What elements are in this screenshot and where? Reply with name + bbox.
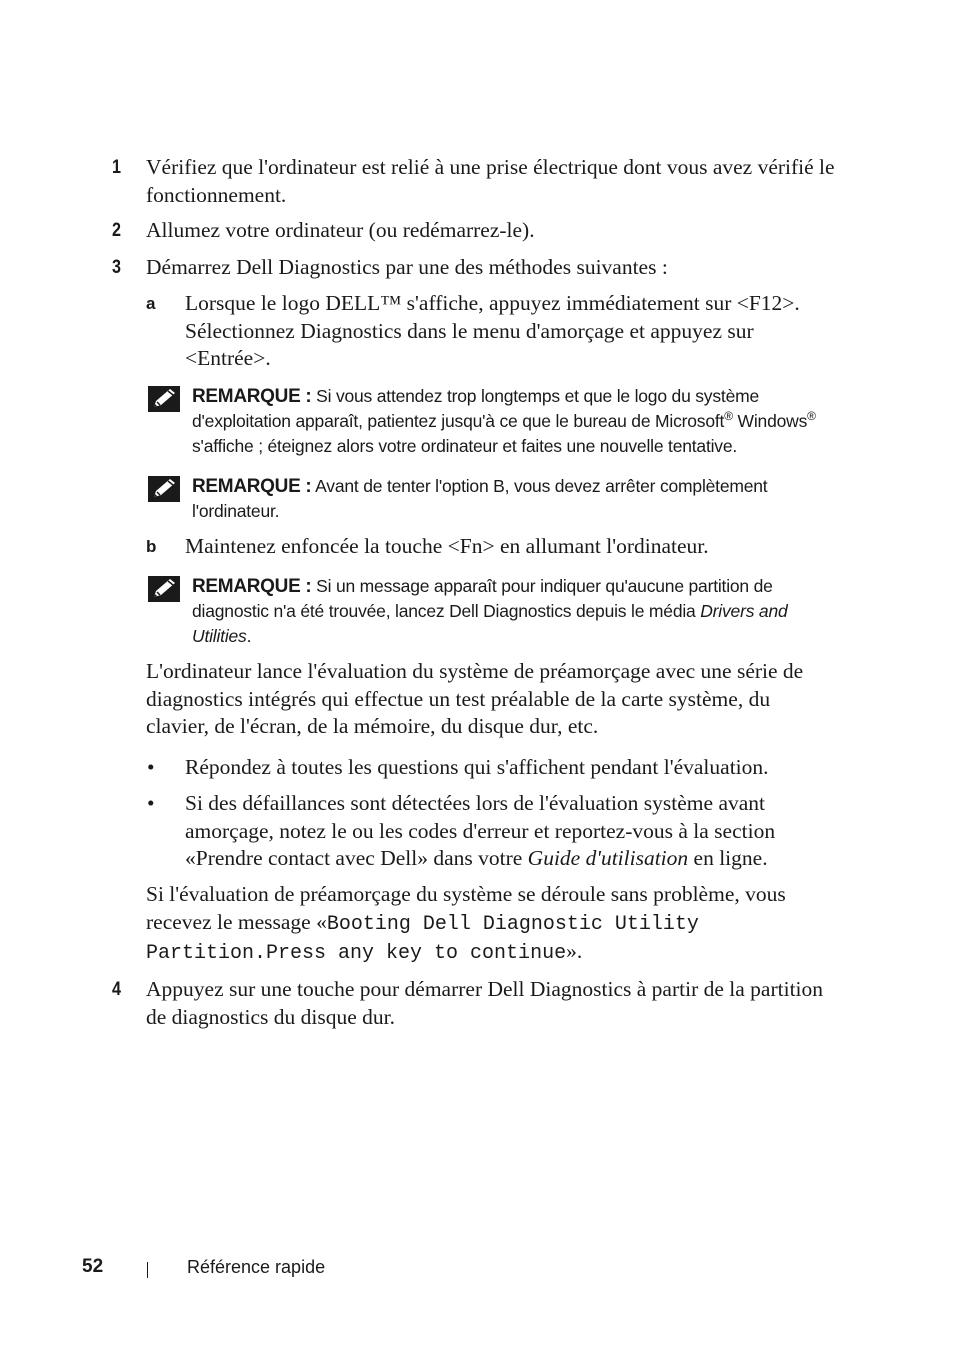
substep-text: Maintenez enfoncée la touche <Fn> en allumant l'ordinateur. [185,534,709,558]
bullet-text: Répondez à toutes les questions qui s'affichent pendant l'évaluation. [185,755,769,779]
pencil-note-icon [148,386,180,412]
paragraph-success: Si l'évaluation de préamorçage du système se déroule sans problème, vous recevez le message «Booting Dell Diagnostic Utility Partition.Press any key to continue». [146,882,786,965]
footer-section-title: Référence rapide [187,1257,326,1277]
note-text: REMARQUE : Si vous attendez trop longtemps et que le logo du système d'exploitation apparaît, patientez jusqu'à ce que le bureau de Microsoft® Windows® s'affiche ; éteignez alors votre ordinateur et faites une nouvelle tentative. [192,386,816,456]
boot-message: Booting Dell Diagnostic Utility Partition.Press any key to continue [146,912,699,965]
step-text: Allumez votre ordinateur (ou redémarrez-le). [146,218,535,242]
bullet-symbol: • [147,755,155,779]
note-text: REMARQUE : Avant de tenter l'option B, vous devez arrêter complètement l'ordinateur. [192,476,768,521]
note-label: REMARQUE : [192,476,312,497]
note-label: REMARQUE : [192,386,312,407]
pencil-note-icon [148,476,180,502]
step-number: 3 [112,257,121,278]
footer-divider [147,1262,148,1278]
substep-letter: a [146,294,156,313]
step-text: Démarrez Dell Diagnostics par une des méthodes suivantes : [146,255,668,279]
step-text: Vérifiez que l'ordinateur est relié à une prise électrique dont vous avez vérifié le fonctionnement. [146,155,835,207]
step-number: 2 [112,220,121,241]
pencil-note-icon [148,576,180,602]
step-number: 4 [112,979,121,1000]
bullet-symbol: • [147,791,155,815]
note-text: REMARQUE : Si un message apparaît pour indiquer qu'aucune partition de diagnostic n'a été trouvée, lancez Dell Diagnostics depuis le média Drivers and Utilities. [192,576,788,646]
paragraph-evaluation: L'ordinateur lance l'évaluation du système de préamorçage avec une série de diagnostics intégrés qui effectue un test préalable de la carte système, du clavier, de l'écran, de la mémoire, du disque dur, etc. [146,659,804,738]
substep-text: Lorsque le logo DELL™ s'affiche, appuyez immédiatement sur <F12>. Sélectionnez Diagnostics dans le menu d'amorçage et appuyez sur <Entrée>. [185,291,800,370]
step-number: 1 [112,157,121,178]
substep-letter: b [146,537,157,556]
note-label: REMARQUE : [192,576,312,597]
step-text: Appuyez sur une touche pour démarrer Dell Diagnostics à partir de la partition de diagnostics du disque dur. [146,977,824,1029]
page-number: 52 [82,1256,104,1277]
bullet-text: Si des défaillances sont détectées lors de l'évaluation système avant amorçage, notez le ou les codes d'erreur et reportez-vous à la section «Prendre contact avec Dell» dans votre Guide d'utilisation en ligne. [185,791,776,870]
